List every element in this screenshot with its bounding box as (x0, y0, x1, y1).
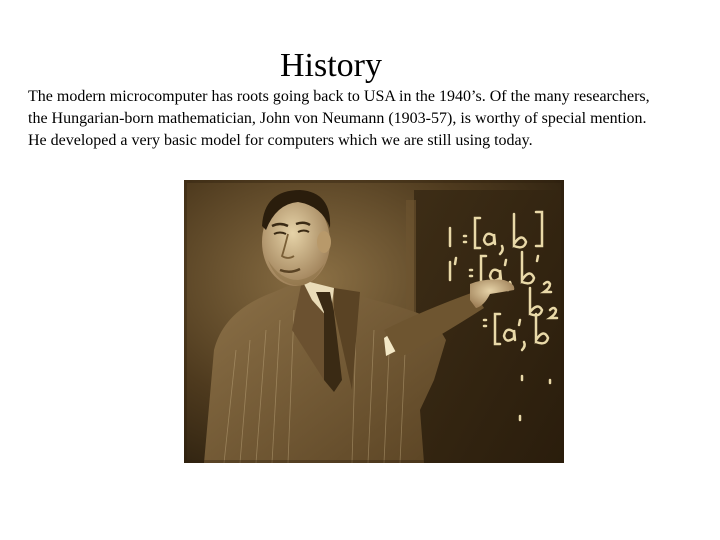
von-neumann-photo (184, 180, 564, 463)
body-paragraph: The modern microcomputer has roots going back to USA in the 1940’s. Of the many researchers, the Hungarian-born mathematician, John von Neumann (1903-57), is worthy of special mention. He developed a very basic model for computers which we are still using today. (28, 88, 650, 149)
slide-title: History (280, 47, 382, 84)
